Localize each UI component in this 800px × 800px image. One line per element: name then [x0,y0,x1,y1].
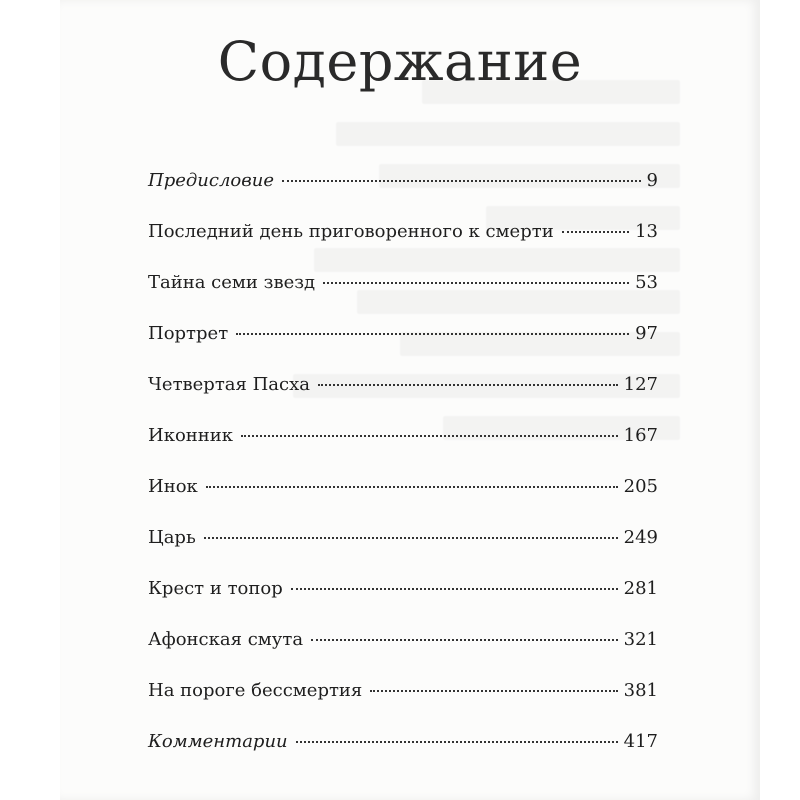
toc-entry-page: 417 [623,731,658,752]
toc-entry-label: Четвертая Пасха [148,374,310,395]
toc-entry-page: 321 [623,629,658,650]
toc-entry[interactable] [148,272,658,323]
dot-leader [291,588,618,590]
toc-entry-label: Предисловие [148,170,274,191]
toc-entry-page: 381 [623,680,658,701]
toc-entry[interactable] [148,323,658,374]
toc-entry-page: 13 [635,221,658,242]
toc-entry-page: 249 [623,527,658,548]
dot-leader [318,384,618,386]
toc-entry[interactable] [148,578,658,629]
toc-entry-page: 97 [635,323,658,344]
toc-entry-label: Царь [148,527,196,548]
toc-entry-label: На пороге бессмертия [148,680,363,701]
toc-entry-page: 53 [635,272,658,293]
page-title: Содержание [217,30,583,93]
toc-entry-page: 167 [623,425,658,446]
dot-leader [236,333,629,335]
toc-entry-comments[interactable] [148,731,658,782]
dot-leader [206,486,618,488]
dot-leader [241,435,618,437]
dot-leader [323,282,629,284]
toc-entry-page: 281 [623,578,658,599]
toc-entry-label: Крест и топор [148,578,283,599]
toc-entry-label: Инок [148,476,198,497]
toc-entry[interactable] [148,374,658,425]
toc-entry-preface[interactable] [148,170,658,221]
toc-entry[interactable] [148,425,658,476]
table-of-contents [148,170,658,782]
toc-entry[interactable] [148,476,658,527]
dot-leader [311,639,618,641]
toc-entry-label: Последний день приговоренного к смерти [148,221,554,242]
dot-leader [296,741,618,743]
toc-entry-label: Афонская смута [148,629,304,650]
dot-leader [370,690,617,692]
toc-entry[interactable] [148,527,658,578]
toc-entry[interactable] [148,221,658,272]
toc-entry-page: 127 [623,374,658,395]
toc-entry-page: 205 [623,476,658,497]
dot-leader [282,180,641,182]
toc-entry-label: Комментарии [148,731,288,752]
toc-entry-label: Тайна семи звезд [148,272,316,293]
toc-entry-page: 9 [646,170,658,191]
toc-entry-label: Портрет [148,323,229,344]
toc-entry[interactable] [148,680,658,731]
toc-entry-label: Иконник [148,425,234,446]
toc-entry[interactable] [148,629,658,680]
dot-leader [562,231,629,233]
dot-leader [204,537,618,539]
